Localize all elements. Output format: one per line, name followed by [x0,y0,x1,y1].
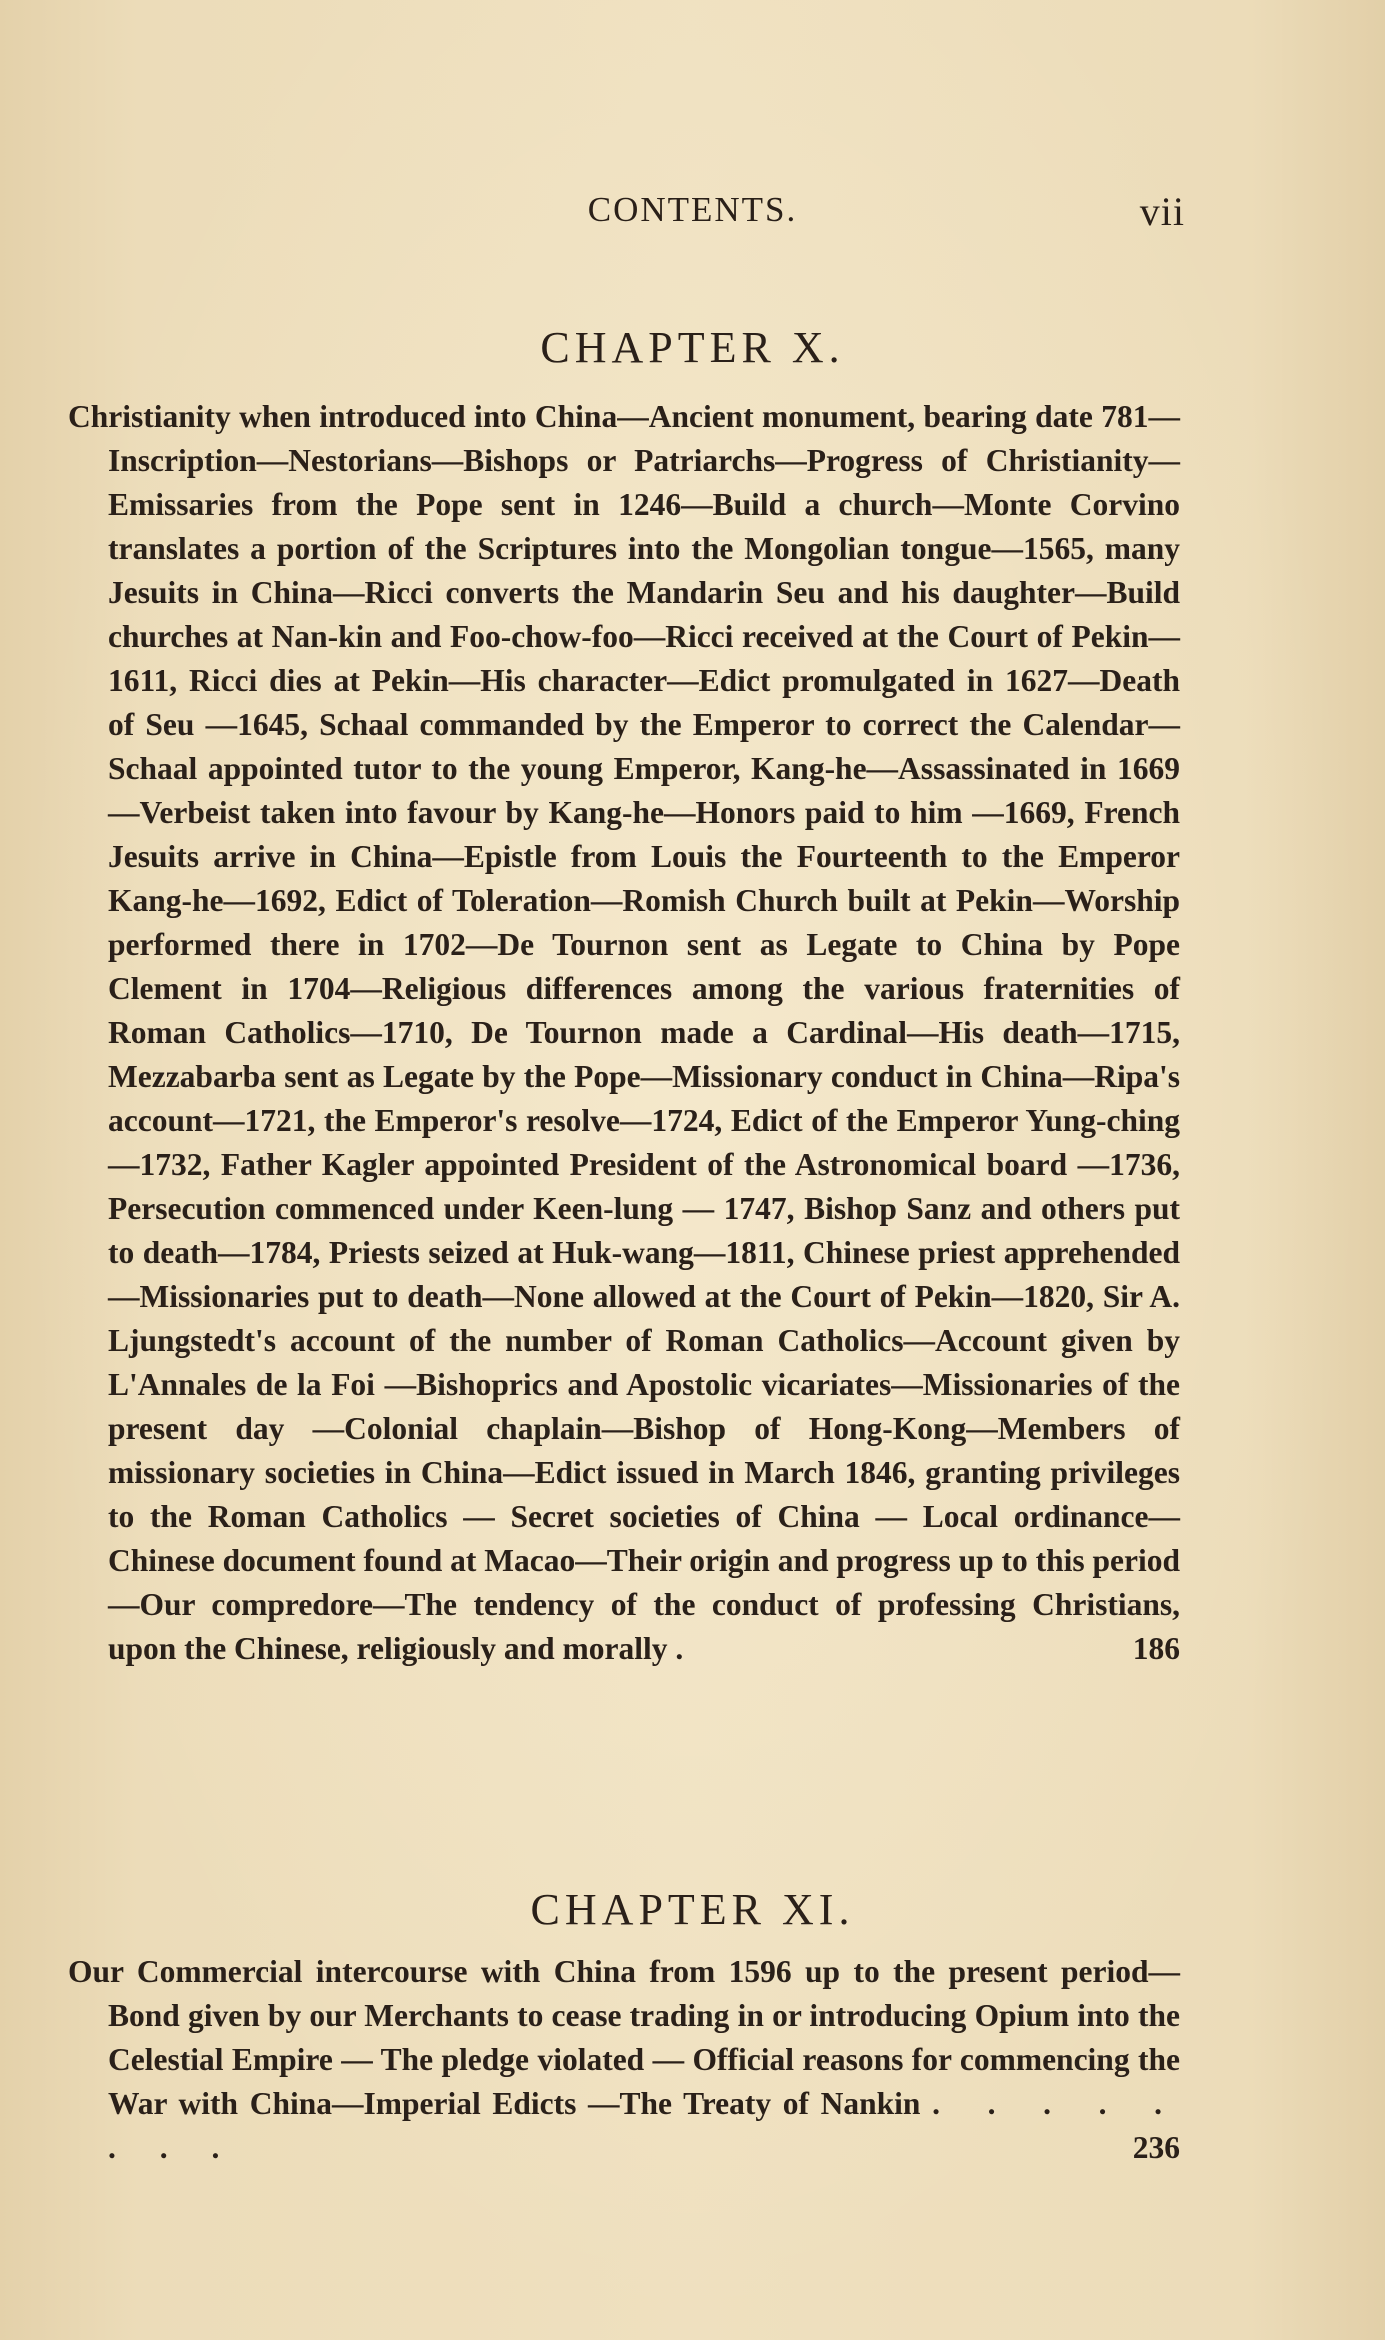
chapter-10-leader: . [675,1631,702,1666]
running-head-title: CONTENTS. [587,190,798,229]
chapter-10-summary [68,395,1180,1671]
chapter-11-leader: . . . . . . . . [108,2086,1181,2165]
running-head [0,188,1385,248]
chapter-10-heading: CHAPTER X. [540,323,845,372]
chapter-11-summary [68,1950,1180,2170]
page-number: vii [1139,189,1185,234]
chapter-11-summary-text: Our Commercial intercourse with China from 1596 up to the present period—Bond given by our Merchants to cease trading in or introducing Opium into the Celestial Empire — The pledge violated — Official reasons for commencing the War with China—Imperial Edicts —The Treaty of Nankin [68,1954,1180,2121]
chapter-11-page-ref: 236 [1132,2130,1180,2165]
chapter-10-page-ref: 186 [1132,1631,1180,1666]
chapter-10-summary-text: Christianity when introduced into China—Ancient monument, bearing date 781—Inscription—Nestorians—Bishops or Patriarchs—Progress of Christianity—Emissaries from the Pope sent in 1246—Build a church—Monte Corvino translates a portion of the Scriptures into the Mongolian tongue—1565, many Jesuits in China—Ricci converts the Mandarin Seu and his daughter—Build churches at Nan-kin and Foo-chow-foo—Ricci received at the Court of Pekin—1611, Ricci dies at Pekin—His character—Edict promulgated in 1627—Death of Seu —1645, Schaal commanded by the Emperor to correct the Calendar—Schaal appointed tutor to the young Emperor, Kang-he—Assassinated in 1669—Verbeist taken into favour by Kang-he—Honors paid to him —1669, French Jesuits arrive in China—Epistle from Louis the Fourteenth to the Emperor Kang-he—1692, Edict of Toleration—Romish Church built at Pekin—Worship performed there in 1702—De Tournon sent as Legate to China by Pope Clement in 1704—Religious differences among the various fraternities of Roman Catholics—1710, De Tournon made a Cardinal—His death—1715, Mezzabarba sent as Legate by the Pope—Missionary conduct in China—Ripa's account—1721, the Emperor's resolve—1724, Edict of the Emperor Yung-ching —1732, Father Kagler appointed President of the Astronomical board —1736, Persecution commenced under Keen-lung — 1747, Bishop Sanz and others put to death—1784, Priests seized at Huk-wang—1811, Chinese priest apprehended—Missionaries put to death—None allowed at the Court of Pekin—1820, Sir A. Ljungstedt's account of the number of Roman Catholics—Account given by L'Annales de la Foi —Bishoprics and Apostolic vicariates—Missionaries of the present day —Colonial chaplain—Bishop of Hong-Kong—Members of missionary societies in China—Edict issued in March 1846, granting privileges to the Roman Catholics — Secret societies of China — Local ordinance—Chinese document found at Macao—Their origin and progress up to this period—Our compredore—The tendency of the conduct of professing Christians, upon the Chinese, religiously and morally [68,399,1180,1666]
chapter-11-heading: CHAPTER XI. [530,1885,855,1934]
